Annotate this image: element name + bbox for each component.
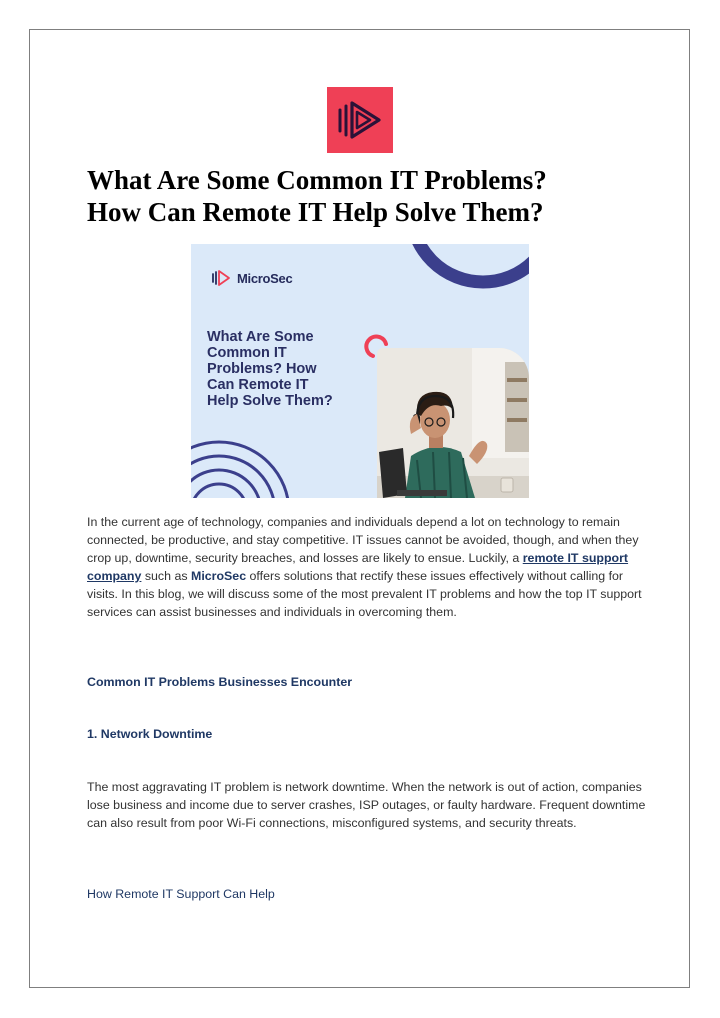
banner-heading-line: What Are Some [207,329,314,345]
intro-text-3: offers solutions that rectify these issues effectively without calling for visits. In this blog, we will discuss some of the most prevalent IT problems and how the top IT support services can assist businesses and individuals in overcoming them. [87,569,642,619]
intro-text-1: In the current age of technology, companies and individuals depend a lot on technology to remain connected, be productive, and stay competitive. IT issues cannot be avoided, though, and when they crop up, downtime, security breaches, and losses are likely to ensue. Luckily, a [87,515,639,565]
play-logo-icon [327,87,393,153]
section-heading: Common IT Problems Businesses Encounter [87,675,353,689]
item1-paragraph: The most aggravating IT problem is network downtime. When the network is out of action, companies lose business and income due to server crashes, ISP outages, or faulty hardware. Frequent downtime can also result from poor Wi-Fi connections, misconfigured systems, and security threats. [87,780,646,830]
frustrated-man-photo [377,348,529,498]
microsec-logo-icon [211,269,231,287]
man-at-laptop-illustration [377,348,529,498]
title-line-1: What Are Some Common IT Problems? [87,165,547,195]
intro-text-2: such as [141,569,191,583]
hero-banner [191,244,529,498]
title-line-2: How Can Remote IT Help Solve Them? [87,197,544,227]
banner-heading [207,329,377,409]
banner-heading-line: Help Solve Them? [207,393,333,409]
remote-support-subheading: How Remote IT Support Can Help [87,887,275,901]
banner-heading-line: Problems? How [207,361,317,377]
banner-heading-line: Common IT [207,345,287,361]
intro-brand: MicroSec [191,569,247,583]
banner-brand [211,269,292,287]
document-title [87,164,647,228]
item1-heading: 1. Network Downtime [87,727,213,741]
intro-paragraph [87,513,647,621]
banner-heading-line: Can Remote IT [207,377,309,393]
banner-brand-name: MicroSec [237,270,293,286]
remote-it-support-link[interactable]: remote IT support company [87,551,629,583]
brand-logo [327,87,393,153]
